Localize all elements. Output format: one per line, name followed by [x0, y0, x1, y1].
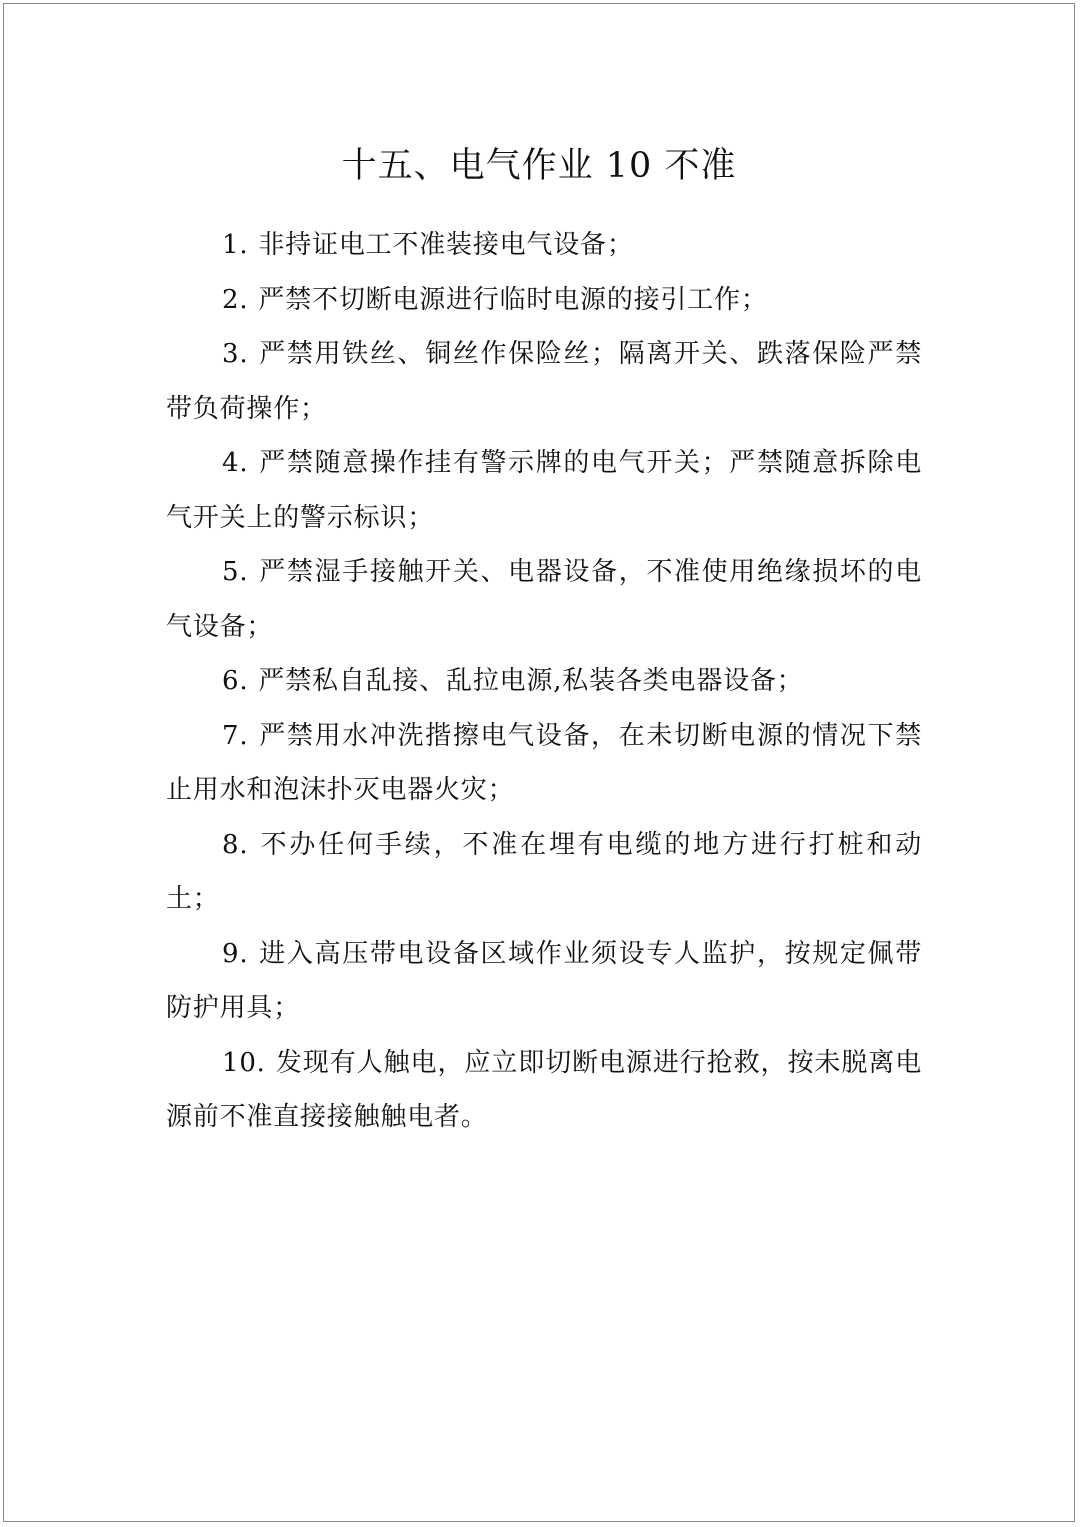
rule-item: [166, 818, 922, 927]
rule-text: 进入高压带电设备区域作业须设专人监护，按规定佩带防护用具；: [166, 938, 922, 1023]
rule-text: 严禁用铁丝、铜丝作保险丝；隔离开关、跌落保险严禁带负荷操作；: [166, 339, 922, 424]
document-title: 十五、电气作业 10 不准: [341, 146, 737, 186]
rule-text: 严禁不切断电源进行临时电源的接引工作；: [258, 284, 768, 315]
rule-number: 3.: [222, 339, 249, 369]
rules-list: [166, 218, 922, 1145]
rule-text: 发现有人触电，应立即切断电源进行抢救，按未脱离电源前不准直接接触触电者。: [166, 1047, 922, 1132]
rule-number: 8.: [222, 829, 249, 860]
rule-text: 严禁湿手接触开关、电器设备，不准使用绝缘损坏的电气设备；: [166, 557, 922, 642]
rule-number: 9.: [222, 938, 249, 969]
rule-number: 4.: [222, 448, 249, 478]
rule-item: [166, 218, 922, 273]
rule-text: 严禁私自乱接、乱拉电源,私装各类电器设备；: [258, 666, 804, 696]
rule-item: [166, 1036, 922, 1145]
rule-number: 5.: [222, 557, 249, 587]
rule-text: 严禁随意操作挂有警示牌的电气开关；严禁随意拆除电气开关上的警示标识；: [166, 448, 922, 533]
rule-text: 非持证电工不准装接电气设备；: [258, 230, 634, 260]
rule-item: [166, 545, 922, 654]
rule-item: [166, 273, 922, 328]
rule-number: 2.: [222, 284, 249, 315]
rule-item: [166, 927, 922, 1036]
rule-item: [166, 709, 922, 818]
document-page: [3, 3, 1075, 1522]
rule-item: [166, 436, 922, 545]
rule-text: 不办任何手续，不准在埋有电缆的地方进行打桩和动土；: [166, 829, 922, 914]
rule-item: [166, 654, 922, 709]
rule-text: 严禁用水冲洗揩擦电气设备，在未切断电源的情况下禁止用水和泡沫扑灭电器火灾；: [166, 720, 922, 805]
rule-number: 10.: [222, 1047, 266, 1078]
rule-number: 7.: [222, 720, 249, 751]
rule-item: [166, 327, 922, 436]
rule-number: 1.: [222, 230, 249, 260]
rule-number: 6.: [222, 666, 249, 696]
